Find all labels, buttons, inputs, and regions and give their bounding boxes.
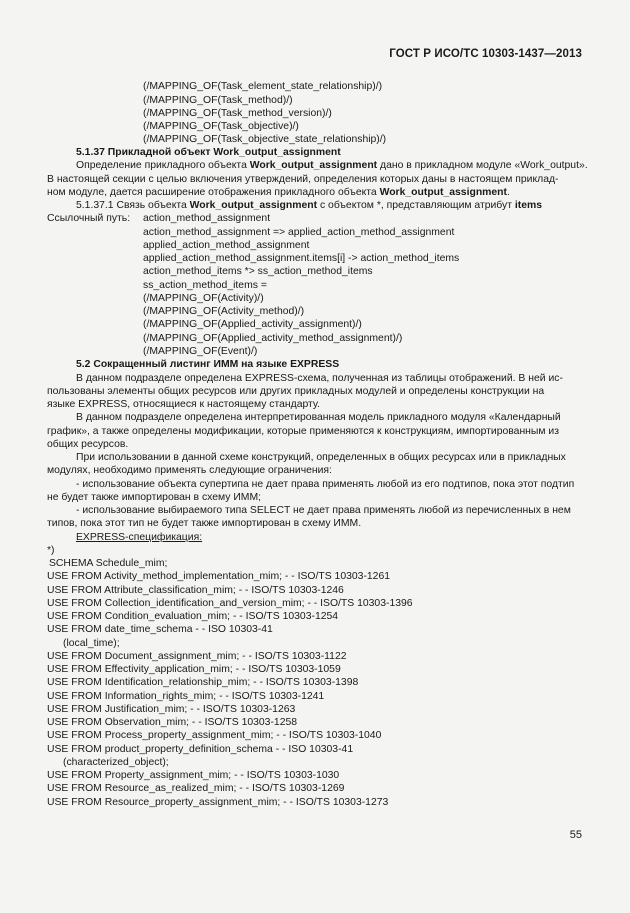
text-span: (/MAPPING_OF(Activity)/)	[143, 293, 264, 304]
text-span: action_method_assignment => applied_action_method_assignment	[143, 227, 455, 238]
text-line	[47, 187, 510, 199]
text-span: При использовании в данной схеме конструкций, определенных в общих ресурсах или в прикладных	[76, 452, 566, 463]
text-span: USE FROM Information_rights_mim; - - ISO/TS 10303-1241	[47, 691, 325, 702]
text-line	[143, 95, 293, 107]
text-line	[47, 492, 261, 504]
text-line	[143, 266, 373, 278]
text-line	[47, 465, 332, 477]
text-line	[49, 558, 167, 570]
text-span: ss_action_method_items =	[143, 280, 267, 291]
text-line	[143, 333, 402, 345]
text-span: applied_action_method_assignment	[143, 240, 310, 251]
text-span: 5.1.37 Прикладной объект Work_output_assignment	[76, 147, 341, 158]
text-line	[47, 770, 339, 782]
text-span: - использование объекта супертипа не дает права применять любой из его подтипов, пока этот подтип	[76, 479, 575, 490]
text-line	[63, 638, 120, 650]
text-span: action_method_items *> ss_action_method_items	[143, 266, 373, 277]
text-span: SCHEMA Schedule_mim;	[49, 558, 168, 569]
text-line	[47, 386, 544, 398]
text-span: USE FROM Observation_mim; - - ISO/TS 10303-1258	[47, 717, 298, 728]
text-span: - использование выбираемого типа SELECT не дает права применять любой из перечисленных в нем	[76, 505, 571, 516]
text-span: (/MAPPING_OF(Event)/)	[143, 346, 258, 357]
text-span: USE FROM Activity_method_implementation_mim; - - ISO/TS 10303-1261	[47, 571, 391, 582]
text-span: (/MAPPING_OF(Task_element_state_relationship)/)	[143, 81, 383, 92]
text-line	[47, 585, 344, 597]
text-span: USE FROM Attribute_classification_mim; - - ISO/TS 10303-1246	[47, 585, 344, 596]
text-line	[143, 121, 299, 133]
text-line	[143, 240, 309, 252]
text-line	[143, 227, 454, 239]
text-span: В настоящей секции с целью включения утверждений, определения которых даны в настоящем приклад-	[47, 174, 559, 185]
text-line	[76, 373, 563, 385]
text-line	[143, 253, 459, 265]
text-span: USE FROM Document_assignment_mim; - - ISO/TS 10303-1122	[47, 651, 347, 662]
text-span: (/MAPPING_OF(Task_method)/)	[143, 95, 293, 106]
text-line	[63, 757, 169, 769]
text-line	[47, 399, 320, 411]
text-span: (local_time);	[63, 638, 120, 649]
text-span: (/MAPPING_OF(Task_method_version)/)	[143, 108, 332, 119]
text-line	[143, 280, 267, 292]
text-span: .	[507, 187, 510, 198]
text-line	[47, 677, 358, 689]
text-span: типов, пока этот тип не будет также импортирован в схему ИММ.	[47, 518, 362, 529]
text-span: USE FROM Effectivity_application_mim; - - ISO/TS 10303-1059	[47, 664, 341, 675]
text-line	[143, 293, 264, 305]
text-line	[47, 744, 353, 756]
text-span: USE FROM Process_property_assignment_mim; - - ISO/TS 10303-1040	[47, 730, 382, 741]
text-line	[143, 213, 270, 225]
text-line	[76, 160, 588, 172]
text-span: USE FROM date_time_schema - - ISO 10303-41	[47, 624, 273, 635]
text-line	[76, 479, 574, 491]
text-span: Work_output_assignment	[249, 160, 378, 171]
text-line	[47, 571, 390, 583]
page-number: 55	[569, 829, 582, 841]
text-line	[143, 134, 386, 146]
text-span: (/MAPPING_OF(Task_objective)/)	[143, 121, 299, 132]
text-span: USE FROM Resource_property_assignment_mim; - - ISO/TS 10303-1273	[47, 797, 389, 808]
text-line	[76, 532, 202, 544]
text-span: *)	[47, 545, 55, 556]
text-span: Work_output_assignment	[189, 200, 318, 211]
text-span: 5.1.37.1 Связь объекта	[76, 200, 190, 211]
text-span: ном модуле, дается расширение отображения прикладного объекта	[47, 187, 380, 198]
text-line	[143, 108, 332, 120]
text-line	[47, 664, 341, 676]
text-line	[47, 730, 381, 742]
text-line	[76, 359, 339, 371]
text-span: (characterized_object);	[63, 757, 169, 768]
text-span: дано в прикладном модуле «Work_output».	[377, 160, 588, 171]
text-span: USE FROM Justification_mim; - - ISO/TS 10303-1263	[47, 704, 296, 715]
text-span: график», а также определены модификации, которые применяются к конструкциям, импортированным из	[47, 426, 559, 437]
text-line	[143, 81, 382, 93]
text-span: общих ресурсов.	[47, 439, 129, 450]
text-line	[47, 651, 347, 663]
text-span: USE FROM Resource_as_realized_mim; - - ISO/TS 10303-1269	[47, 783, 345, 794]
text-line	[47, 783, 344, 795]
text-line	[76, 452, 566, 464]
text-line	[47, 545, 55, 557]
text-span: с объектом *, представляющим атрибут	[317, 200, 515, 211]
text-line	[76, 200, 542, 212]
text-line	[47, 439, 128, 451]
text-line	[47, 213, 130, 225]
text-span: Определение прикладного объекта	[76, 160, 250, 171]
text-span: В данном подразделе определена интерпретированная модель прикладного модуля «Календарный	[76, 412, 561, 423]
text-line	[47, 174, 559, 186]
text-span: USE FROM Collection_identification_and_version_mim; - - ISO/TS 10303-1396	[47, 598, 413, 609]
document-header: ГОСТ Р ИСО/ТС 10303-1437—2013	[389, 48, 582, 60]
text-span: пользованы элементы общих ресурсов или других прикладных модулей и определены конструкции на	[47, 386, 545, 397]
text-line	[47, 797, 388, 809]
text-line	[47, 717, 297, 729]
text-span: applied_action_method_assignment.items[i] -> action_method_items	[143, 253, 460, 264]
text-span: В данном подразделе определена EXPRESS-схема, полученная из таблицы отображений. В ней ис-	[76, 373, 563, 384]
text-line	[47, 624, 273, 636]
text-span: USE FROM Condition_evaluation_mim; - - ISO/TS 10303-1254	[47, 611, 339, 622]
text-span: (/MAPPING_OF(Applied_activity_method_assignment)/)	[143, 333, 403, 344]
text-line	[47, 611, 338, 623]
text-line	[47, 426, 559, 438]
text-span: USE FROM product_property_definition_schema - - ISO 10303-41	[47, 744, 354, 755]
text-span: 5.2 Сокращенный листинг ИММ на языке EXPRESS	[76, 359, 340, 370]
text-line	[47, 598, 413, 610]
text-span: EXPRESS-спецификация:	[76, 532, 203, 543]
text-span: (/MAPPING_OF(Task_objective_state_relationship)/)	[143, 134, 387, 145]
text-span: USE FROM Identification_relationship_mim; - - ISO/TS 10303-1398	[47, 677, 359, 688]
text-span: items	[514, 200, 543, 211]
text-line	[76, 147, 341, 159]
text-line	[47, 691, 324, 703]
text-line	[143, 346, 257, 358]
text-span: action_method_assignment	[143, 213, 271, 224]
text-span: (/MAPPING_OF(Activity_method)/)	[143, 306, 305, 317]
text-line	[143, 319, 362, 331]
text-line	[76, 412, 561, 424]
text-line	[47, 704, 295, 716]
text-line	[76, 505, 571, 517]
text-span: модулях, необходимо применять следующие ограничения:	[47, 465, 332, 476]
text-span: не будет также импортирован в схему ИММ;	[47, 492, 262, 503]
text-line	[143, 306, 304, 318]
text-span: (/MAPPING_OF(Applied_activity_assignment)/)	[143, 319, 362, 330]
text-span: Work_output_assignment	[379, 187, 507, 198]
text-line	[47, 518, 361, 530]
text-span: Ссылочный путь:	[47, 213, 131, 224]
text-span: языке EXPRESS, относящиеся к настоящему стандарту.	[47, 399, 320, 410]
text-span: USE FROM Property_assignment_mim; - - ISO/TS 10303-1030	[47, 770, 340, 781]
